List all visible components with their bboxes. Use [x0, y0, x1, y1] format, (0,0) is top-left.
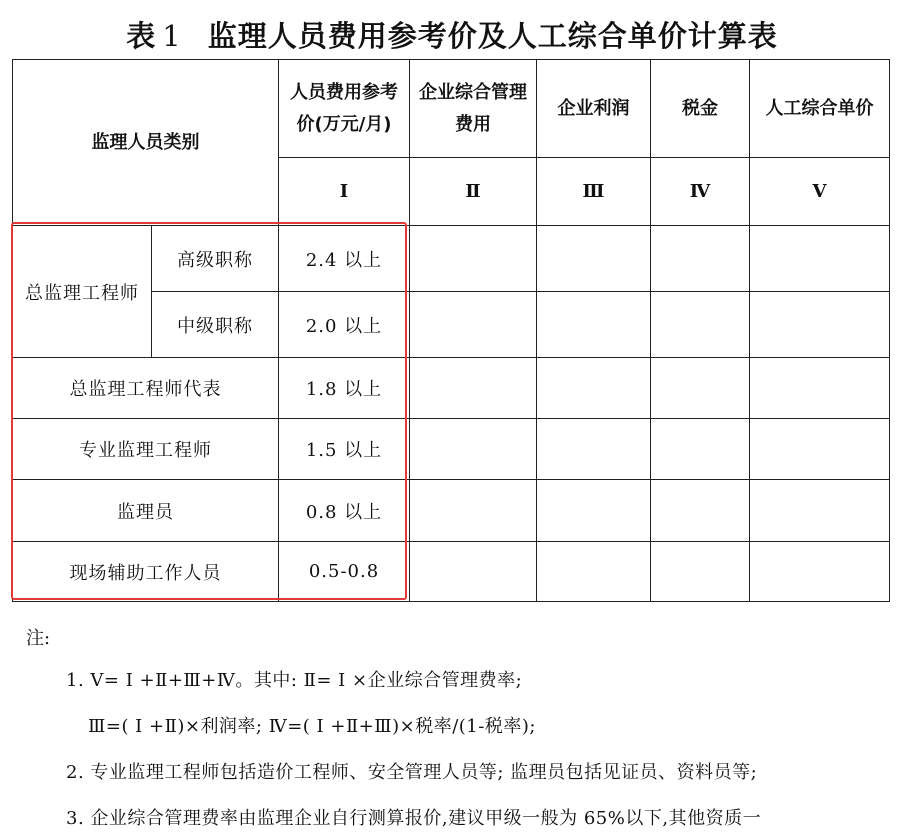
table-row: [13, 226, 890, 292]
table-row: [13, 358, 890, 419]
roman-ii: Ⅱ: [410, 158, 537, 226]
note-line-3: 2. 专业监理工程师包括造价工程师、安全管理人员等; 监理员包括见证员、资料员等;: [66, 762, 758, 783]
empty-cell: [410, 480, 537, 542]
empty-cell: [410, 542, 537, 602]
note-line-2: Ⅲ=( I +Ⅱ)×利润率; Ⅳ=( I +Ⅱ+Ⅲ)×税率/(1-税率);: [88, 716, 536, 737]
row-price: 1.8 以上: [279, 358, 410, 419]
empty-cell: [651, 542, 750, 602]
roman-i: I: [279, 158, 410, 226]
header-personnel-cost-line1: 人员费用参考: [290, 81, 398, 103]
roman-v: V: [750, 158, 890, 226]
empty-cell: [537, 226, 651, 292]
row-category: 专业监理工程师: [13, 419, 279, 480]
row-category: 总监理工程师代表: [13, 358, 279, 419]
row-group-chief-engineer: 总监理工程师: [13, 226, 152, 358]
row-sub-senior: 高级职称: [152, 226, 279, 292]
table-row: [13, 419, 890, 480]
empty-cell: [651, 292, 750, 358]
empty-cell: [750, 226, 890, 292]
empty-cell: [410, 226, 537, 292]
header-management-fee: [410, 60, 537, 158]
empty-cell: [410, 292, 537, 358]
roman-iv: Ⅳ: [651, 158, 750, 226]
header-tax: 税金: [651, 60, 750, 158]
empty-cell: [651, 480, 750, 542]
empty-cell: [410, 419, 537, 480]
note-line-1: 1. V= I +Ⅱ+Ⅲ+Ⅳ。其中: Ⅱ= I ×企业综合管理费率;: [66, 670, 523, 691]
title-text: 监理人员费用参考价及人工综合单价计算表: [207, 19, 778, 53]
title-prefix: 表: [126, 19, 157, 53]
header-personnel-cost-line2: 价(万元/月): [296, 113, 392, 135]
row-price: 2.0 以上: [279, 292, 410, 358]
empty-cell: [410, 358, 537, 419]
header-category: 监理人员类别: [13, 60, 279, 226]
empty-cell: [750, 292, 890, 358]
note-line-4: 3. 企业综合管理费率由监理企业自行测算报价,建议甲级一般为 65%以下,其他资质一: [66, 808, 762, 829]
row-price: 0.8 以上: [279, 480, 410, 542]
empty-cell: [537, 480, 651, 542]
empty-cell: [750, 480, 890, 542]
row-price: 2.4 以上: [279, 226, 410, 292]
header-unit-price: 人工综合单价: [750, 60, 890, 158]
header-management-fee-line2: 费用: [455, 113, 491, 135]
header-management-fee-line1: 企业综合管理: [419, 81, 527, 103]
table-title: [0, 14, 904, 55]
row-category: 监理员: [13, 480, 279, 542]
empty-cell: [537, 542, 651, 602]
row-category: 现场辅助工作人员: [13, 542, 279, 602]
empty-cell: [651, 226, 750, 292]
empty-cell: [537, 358, 651, 419]
empty-cell: [750, 419, 890, 480]
empty-cell: [750, 542, 890, 602]
table-row: [13, 480, 890, 542]
title-number: 1: [162, 19, 182, 53]
row-sub-intermediate: 中级职称: [152, 292, 279, 358]
empty-cell: [750, 358, 890, 419]
empty-cell: [651, 419, 750, 480]
header-profit: 企业利润: [537, 60, 651, 158]
table-row: [13, 542, 890, 602]
row-price: 1.5 以上: [279, 419, 410, 480]
empty-cell: [537, 419, 651, 480]
price-table: [12, 59, 890, 602]
notes-label: 注:: [26, 628, 51, 649]
header-personnel-cost: [279, 60, 410, 158]
roman-iii: Ⅲ: [537, 158, 651, 226]
row-price: 0.5-0.8: [279, 542, 410, 602]
empty-cell: [537, 292, 651, 358]
empty-cell: [651, 358, 750, 419]
